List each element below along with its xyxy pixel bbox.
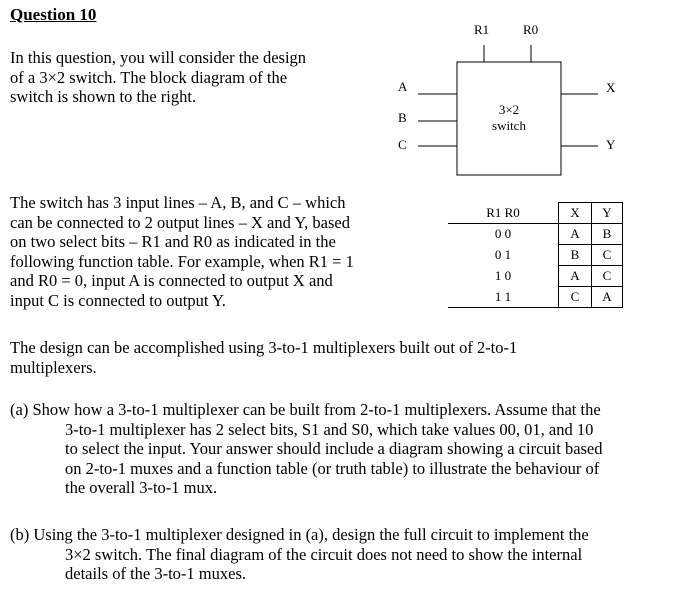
table-cell-y: B bbox=[592, 224, 623, 245]
description-paragraph bbox=[10, 193, 400, 310]
part-b-line: 3×2 switch. The final diagram of the circuit does not need to show the internal bbox=[65, 544, 583, 564]
desc-line: can be connected to 2 output lines – X and Y, based bbox=[10, 212, 350, 232]
table-row bbox=[448, 245, 623, 266]
question-title: Question 10 bbox=[10, 5, 97, 24]
design-paragraph bbox=[10, 338, 660, 377]
table-cell-y: C bbox=[592, 266, 623, 287]
table-cell-select: 1 0 bbox=[494, 268, 512, 283]
select-label-r0: R0 bbox=[523, 22, 539, 37]
part-a-first-line: (a) Show how a 3-to-1 multiplexer can be built from 2-to-1 multiplexers. Assume that the bbox=[10, 400, 601, 419]
table-row bbox=[448, 224, 623, 245]
part-b bbox=[10, 525, 670, 584]
switch-block-label-line: 3×2 bbox=[498, 102, 520, 117]
table-cell-x: A bbox=[559, 224, 592, 245]
table-cell-x: C bbox=[559, 287, 592, 308]
desc-line: and R0 = 0, input A is connected to output X and bbox=[10, 271, 333, 290]
table-cell-y: A bbox=[592, 287, 623, 308]
table-row bbox=[448, 266, 623, 287]
part-a-line: the overall 3-to-1 mux. bbox=[65, 478, 218, 497]
output-label-x: X bbox=[606, 80, 616, 95]
table-header-row bbox=[448, 203, 623, 224]
part-a bbox=[10, 400, 670, 498]
design-line: The design can be accomplished using 3-to-1 multiplexers built out of 2-to-1 bbox=[10, 338, 518, 357]
part-b-first-line: (b) Using the 3-to-1 multiplexer designed in (a), design the full circuit to implement the bbox=[10, 525, 589, 544]
design-line: multiplexers. bbox=[10, 357, 97, 377]
table-header-select: R1 R0 bbox=[486, 204, 520, 220]
desc-line: The switch has 3 input lines – A, B, and C – which bbox=[10, 193, 346, 212]
table-cell-select: 0 1 bbox=[494, 247, 512, 262]
part-a-line: to select the input. Your answer should include a diagram showing a circuit based bbox=[65, 439, 603, 458]
input-label-a: A bbox=[398, 79, 408, 94]
intro-line: of a 3×2 switch. The block diagram of the bbox=[10, 67, 288, 87]
function-table bbox=[448, 202, 623, 308]
table-header-y: Y bbox=[592, 203, 623, 224]
table-cell-select: 0 0 bbox=[448, 224, 559, 245]
intro-line: switch is shown to the right. bbox=[10, 87, 197, 106]
input-label-c: C bbox=[398, 137, 407, 152]
part-b-line: details of the 3-to-1 muxes. bbox=[65, 564, 247, 583]
output-label-y: Y bbox=[606, 137, 616, 152]
switch-block-label bbox=[457, 102, 561, 134]
table-cell-x: A bbox=[559, 266, 592, 287]
table-cell-x: B bbox=[559, 245, 592, 266]
switch-block-label-line: switch bbox=[492, 118, 526, 133]
desc-line: on two select bits – R1 and R0 as indicated in the bbox=[10, 232, 336, 251]
table-cell-select: 1 1 bbox=[448, 287, 559, 308]
part-a-line: on 2-to-1 muxes and a function table (or truth table) to illustrate the behaviour of bbox=[65, 458, 600, 478]
table-row bbox=[448, 287, 623, 308]
desc-line: following function table. For example, when R1 = 1 bbox=[10, 251, 354, 271]
input-label-b: B bbox=[398, 110, 407, 125]
table-header-x: X bbox=[559, 203, 592, 224]
part-a-line: 3-to-1 multiplexer has 2 select bits, S1 and S0, which take values 00, 01, and 10 bbox=[65, 419, 594, 439]
table-cell-y: C bbox=[592, 245, 623, 266]
intro-line: In this question, you will consider the design bbox=[10, 48, 307, 67]
desc-line: input C is connected to output Y. bbox=[10, 290, 226, 310]
select-label-r1: R1 bbox=[474, 22, 490, 37]
